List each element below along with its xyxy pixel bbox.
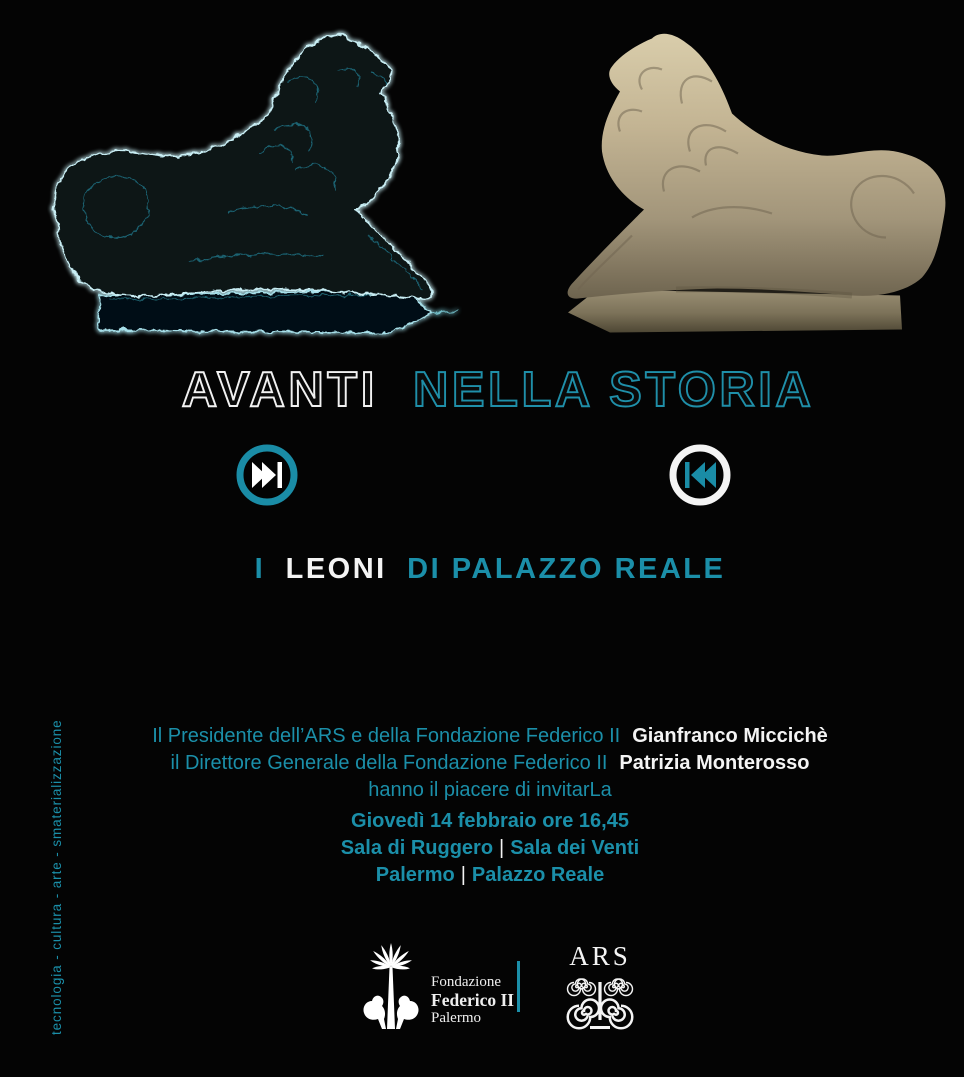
subtitle-part-2: LEONI bbox=[285, 553, 387, 585]
headline-part-nella-storia: NELLA STORIA bbox=[412, 363, 815, 417]
invitation-line-pleasure: hanno il piacere di invitarLa bbox=[368, 779, 612, 801]
event-city bbox=[0, 862, 964, 889]
director-role: il Direttore Generale della Fondazione Federico II bbox=[170, 752, 608, 774]
venue-separator: | bbox=[499, 837, 505, 859]
president-name: Gianfranco Miccichè bbox=[632, 725, 828, 747]
subtitle-part-3: DI PALAZZO REALE bbox=[407, 553, 726, 585]
city-separator: | bbox=[460, 864, 466, 886]
svg-text:AVANTI NELLA STORIA bbox=[182, 363, 815, 417]
venue-a: Sala di Ruggero bbox=[340, 837, 494, 859]
event-details bbox=[0, 808, 964, 889]
footer-divider bbox=[517, 961, 520, 1012]
heraldic-lion-left-icon bbox=[363, 996, 386, 1029]
skip-back-icon[interactable] bbox=[669, 444, 731, 506]
fondazione-line-2: Federico II bbox=[431, 990, 515, 1010]
venue-b: Sala dei Venti bbox=[510, 837, 640, 859]
digital-wireframe-lion bbox=[38, 12, 468, 352]
invitation-line-president bbox=[0, 723, 964, 750]
headline-part-avanti: AVANTI bbox=[181, 363, 378, 417]
marble-lion-graphic bbox=[532, 8, 962, 355]
event-datetime: Giovedì 14 febbraio ore 16,45 bbox=[351, 810, 629, 832]
marble-lion-statue bbox=[532, 8, 962, 355]
fondazione-line-1: Fondazione bbox=[431, 974, 501, 990]
president-role: Il Presidente dell’ARS e della Fondazione Federico II bbox=[152, 725, 621, 747]
director-name: Patrizia Monterosso bbox=[619, 752, 810, 774]
wireframe-lion-graphic bbox=[38, 12, 468, 352]
fondazione-federico-ii-logo bbox=[358, 941, 424, 1037]
ars-logo bbox=[556, 941, 644, 1034]
fondazione-wordmark bbox=[431, 974, 514, 1027]
ars-spiral-emblem-icon bbox=[562, 976, 638, 1034]
city-b: Palazzo Reale bbox=[471, 864, 605, 886]
fondazione-line-3: Palermo bbox=[431, 1010, 481, 1026]
ars-wordmark: ARS bbox=[569, 941, 631, 971]
city-a: Palermo bbox=[375, 864, 455, 886]
invitation-line-director bbox=[0, 750, 964, 777]
heraldic-lion-right-icon bbox=[396, 996, 419, 1029]
invitation-text bbox=[0, 723, 964, 804]
subtitle-part-1: I bbox=[254, 553, 266, 585]
skip-forward-icon[interactable] bbox=[236, 444, 298, 506]
subtitle bbox=[0, 553, 964, 586]
headline bbox=[0, 350, 964, 428]
vertical-tagline: tecnologia - cultura - arte - smaterializzazione bbox=[49, 719, 64, 1035]
event-venues bbox=[0, 835, 964, 862]
